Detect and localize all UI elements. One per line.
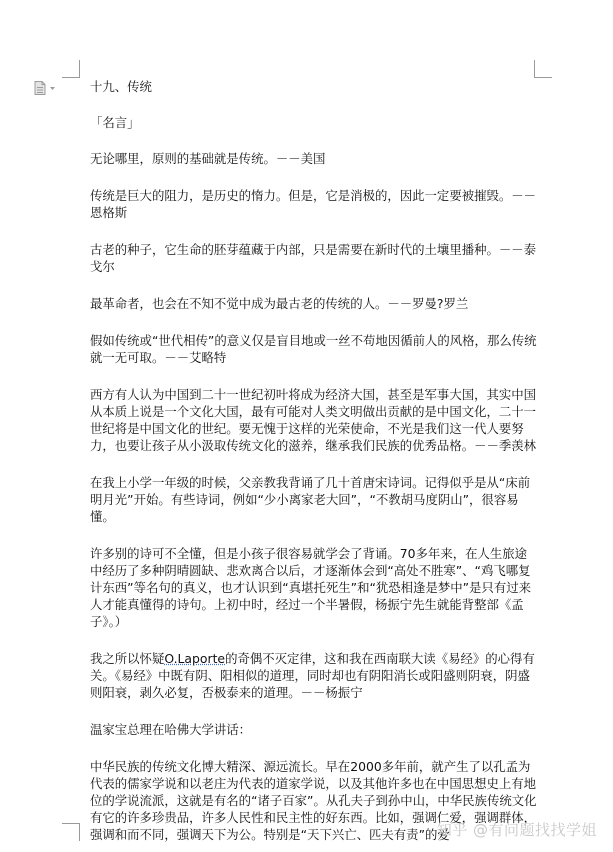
section-heading: 十九、传统: [90, 79, 152, 94]
quote-paragraph: 假如传统或“世代相传”的意义仅是盲目地或一丝不苟地因循前人的风格，那么传统就一无可取。－－艾略特: [90, 333, 537, 365]
document-icon[interactable]: [34, 80, 60, 94]
quote-paragraph: 许多别的诗可不全懂，但是小孩子很容易就学会了背诵。70多年来，在人生旅途中经历了多种阴晴圆缺、悲欢离合以后，才逐渐体会到“高处不胜寒”、“鸡飞哪复计东西”等名句的真义，也才认识到“真堪托死生”和“犹恐相逢是梦中”是只有过来人才能真懂得的诗句。上初中时，经过一个半暑假，杨振宁先生就能背整部《孟子》。）: [90, 546, 531, 629]
crop-mark-top-left-h: [62, 77, 80, 78]
laporte-text-after: 的奇偶不灭定律，这和我在西南联大读《易经》的心得有关。《易经》中既有阴、阳相似的道理，同时却也有阴阳消长或阳盛则阴衰，阴盛则阳衰，剥久必复，否极泰来的道理。－－杨振宁: [90, 651, 535, 700]
quote-paragraph-laporte: [90, 650, 538, 701]
quote-paragraph: 西方有人认为中国到二十一世纪初叶将成为经济大国，甚至是军事大国，其实中国从本质上说是一个文化大国，最有可能对人类文明做出贡献的是中国文化，二十一世纪将是中国文化的世纪。要无愧于这样的光荣使命，不光是我们这一代人要努力，也要让孩子从小汲取传统文化的滋养，继承我们民族的优秀品格。－－季羡林: [90, 387, 537, 453]
document-body: [90, 78, 538, 843]
crop-mark-bottom-left-h: [62, 823, 80, 824]
quote-paragraph: 古老的种子，它生命的胚芽蕴藏于内部，只是需要在新时代的土壤里播种。－－泰戈尔: [90, 242, 537, 274]
quote-paragraph: 传统是巨大的阻力，是历史的惰力。但是，它是消极的，因此一定要被摧毁。－－恩格斯: [90, 188, 537, 220]
laporte-text-before: 我之所以怀疑: [90, 651, 165, 666]
quote-paragraph: 无论哪里，原则的基础就是传统。－－美国: [90, 151, 326, 166]
quote-paragraph: 最革命者，也会在不知不觉中成为最古老的传统的人。－－罗曼?罗兰: [90, 296, 469, 311]
quote-paragraph: 在我上小学一年级的时候，父亲教我背诵了几十首唐宋诗词。记得似乎是从“床前明月光”开始。有些诗词，例如“少小离家老大回”，“不教胡马度阴山”，很容易懂。: [90, 475, 531, 524]
section-label: 「名言」: [90, 115, 140, 130]
speech-paragraph: 中华民族的传统文化博大精深、源远流长。早在2000多年前，就产生了以孔孟为代表的儒家学说和以老庄为代表的道家学说，以及其他许多也在中国思想史上有地位的学说流派，这就是有名的“诸子百家”。从孔夫子到孙中山，中华民族传统文化有它的许多珍贵品，许多人民性和民主性的好东西。比如，强调仁爱，强调群体，强调和而不同，强调天下为公。特别是“天下兴亡、匹夫有责”的爱: [90, 759, 537, 842]
watermark: 知乎 @有问题找找学姐: [436, 821, 597, 839]
laporte-name: O.Laporte: [164, 651, 226, 666]
crop-mark-bottom-left-v: [79, 823, 80, 841]
speech-title: 温家宝总理在哈佛大学讲话：: [90, 722, 252, 737]
crop-mark-top-left-v: [79, 60, 80, 78]
crop-mark-top-right-v: [534, 60, 535, 78]
